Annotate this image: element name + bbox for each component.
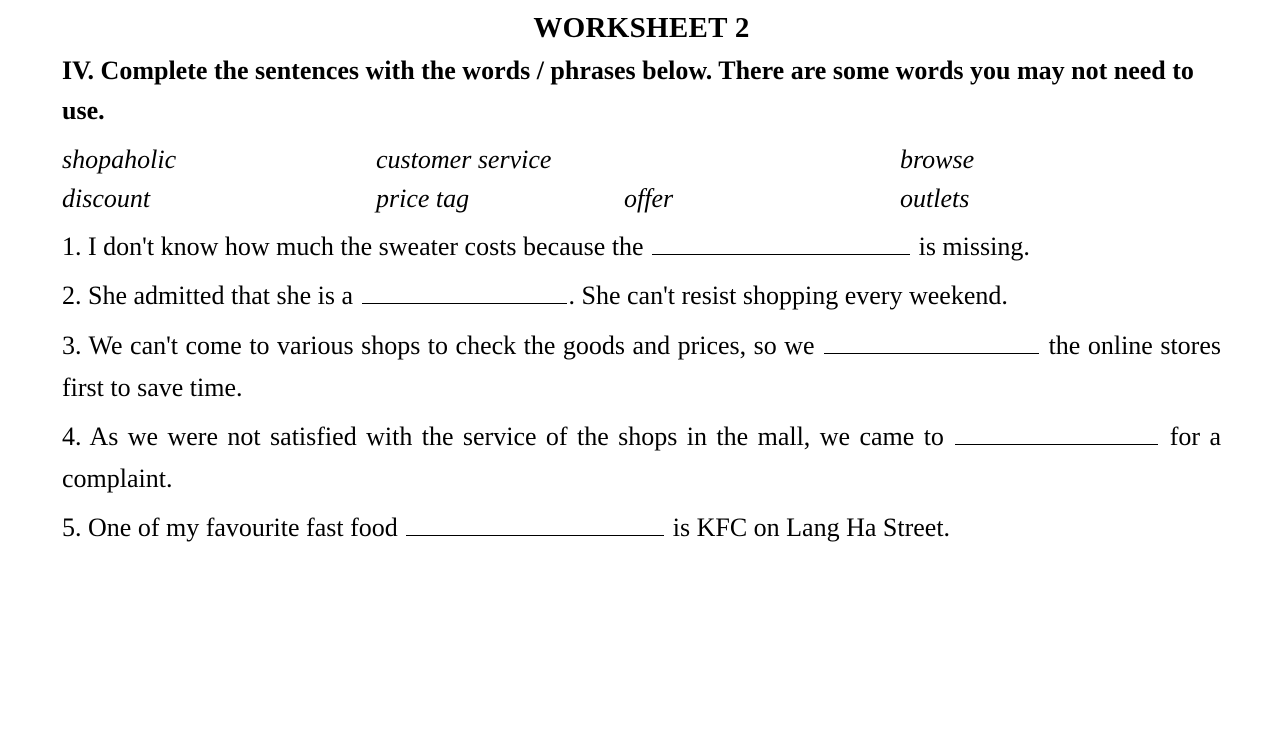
word-bank-item: offer	[624, 184, 674, 214]
question-5-text-after: is KFC on Lang Ha Street.	[672, 513, 951, 543]
word-bank-item: browse	[900, 145, 975, 175]
word-bank-item: outlets	[900, 184, 970, 214]
question-4-text-before: 4. As we were not satisfied with the service of the shops in the mall, we came to	[62, 421, 944, 451]
instruction-text: IV. Complete the sentences with the words / phrases below. There are some words you may not need to use.	[62, 56, 1194, 125]
question-4-blank[interactable]	[955, 417, 1158, 445]
questions-list	[62, 226, 1221, 549]
question-1-blank[interactable]	[652, 227, 910, 255]
word-bank-item: price tag	[376, 184, 470, 214]
question-1-text-after: is missing.	[918, 232, 1030, 262]
question-2-text-before: 2. She admitted that she is a	[62, 281, 354, 311]
word-bank-item: shopaholic	[62, 145, 177, 175]
question-3-text-after: the online stores first to save time.	[62, 330, 1221, 402]
word-bank	[62, 140, 1221, 218]
question-5	[62, 507, 1221, 549]
question-2	[62, 275, 1221, 317]
question-5-text-before: 5. One of my favourite fast food	[62, 513, 398, 543]
question-3-text-before: 3. We can't come to various shops to check the goods and prices, so we	[62, 330, 815, 360]
word-bank-row-1	[62, 140, 1221, 179]
question-5-blank[interactable]	[406, 508, 664, 536]
question-2-text-after: . She can't resist shopping every weekend.	[568, 281, 1008, 311]
word-bank-spacer	[624, 140, 900, 179]
question-3-blank[interactable]	[824, 325, 1039, 353]
question-1	[62, 226, 1221, 268]
question-4	[62, 416, 1221, 500]
page-title: WORKSHEET 2	[533, 12, 750, 44]
word-bank-item: customer service	[376, 145, 552, 175]
question-3	[62, 325, 1221, 409]
word-bank-item: discount	[62, 184, 151, 214]
word-bank-row-2	[62, 179, 1221, 218]
question-1-text-before: 1. I don't know how much the sweater costs because the	[62, 232, 644, 262]
question-4-text-after: for a complaint.	[62, 421, 1221, 493]
question-2-blank[interactable]	[362, 276, 567, 304]
